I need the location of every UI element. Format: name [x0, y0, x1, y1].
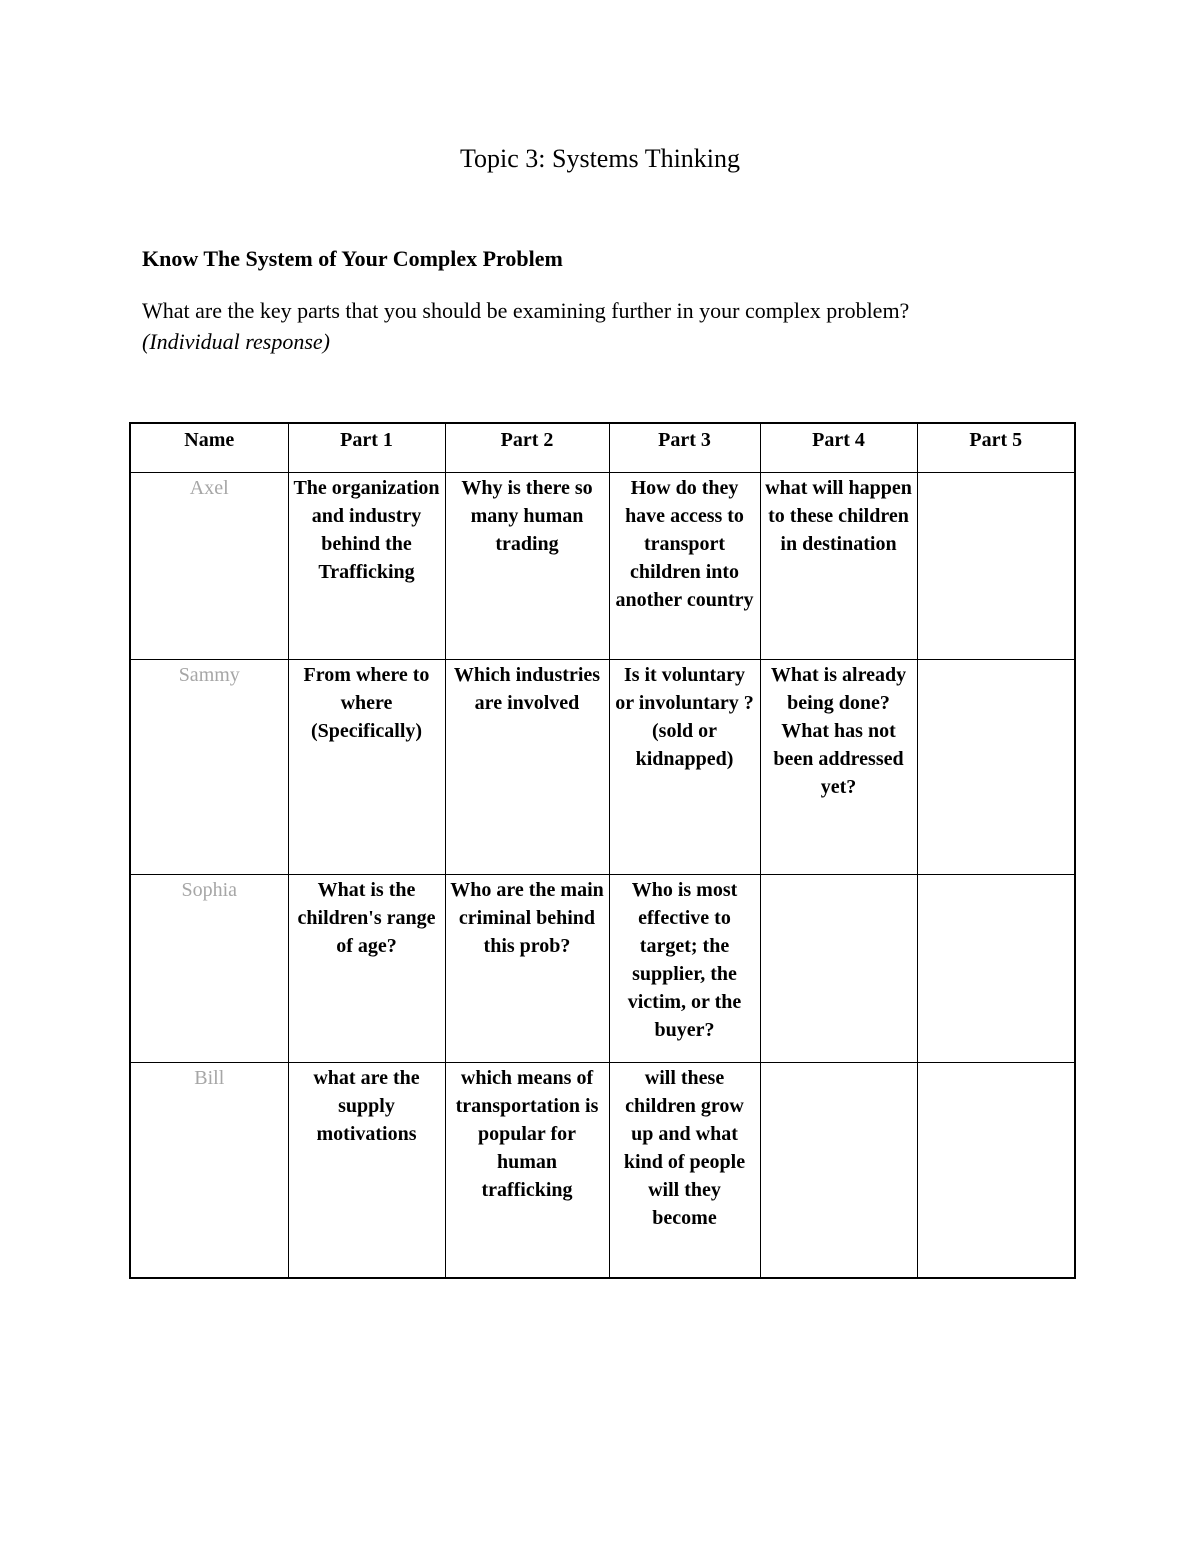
table-row [130, 875, 1075, 1063]
part-cell: What is already being done? What has not been addressed yet? [760, 660, 917, 875]
student-name-cell: Axel [130, 473, 288, 660]
part-cell: Which industries are involved [445, 660, 609, 875]
question-note: (Individual response) [142, 329, 330, 354]
part-cell: Who are the main criminal behind this prob? [445, 875, 609, 1063]
student-name-cell: Sophia [130, 875, 288, 1063]
part-cell: The organization and industry behind the Trafficking [288, 473, 445, 660]
table-header-row [130, 423, 1075, 473]
part-cell: Why is there so many human trading [445, 473, 609, 660]
table-row [130, 473, 1075, 660]
part-cell: will these children grow up and what kind of people will they become [609, 1063, 760, 1279]
question-text: What are the key parts that you should be examining further in your complex problem? [142, 298, 910, 323]
header-part-3: Part 3 [609, 423, 760, 473]
key-parts-table [129, 422, 1076, 1279]
section-heading: Know The System of Your Complex Problem [142, 246, 563, 271]
part-cell [917, 473, 1075, 660]
part-cell [760, 1063, 917, 1279]
part-cell: Is it voluntary or involuntary ? (sold or kidnapped) [609, 660, 760, 875]
header-part-4: Part 4 [760, 423, 917, 473]
part-cell: Who is most effective to target; the supplier, the victim, or the buyer? [609, 875, 760, 1063]
header-name: Name [130, 423, 288, 473]
part-cell [917, 1063, 1075, 1279]
part-cell: From where to where (Specifically) [288, 660, 445, 875]
part-cell: what will happen to these children in destination [760, 473, 917, 660]
student-name-cell: Bill [130, 1063, 288, 1279]
table-row [130, 660, 1075, 875]
header-part-2: Part 2 [445, 423, 609, 473]
header-part-5: Part 5 [917, 423, 1075, 473]
part-cell: what are the supply motivations [288, 1063, 445, 1279]
student-name-cell: Sammy [130, 660, 288, 875]
part-cell [760, 875, 917, 1063]
part-cell: How do they have access to transport children into another country [609, 473, 760, 660]
header-part-1: Part 1 [288, 423, 445, 473]
part-cell [917, 660, 1075, 875]
question-paragraph [142, 295, 1060, 357]
table-row [130, 1063, 1075, 1279]
part-cell: which means of transportation is popular for human trafficking [445, 1063, 609, 1279]
part-cell [917, 875, 1075, 1063]
page-title: Topic 3: Systems Thinking [459, 144, 741, 173]
part-cell: What is the children's range of age? [288, 875, 445, 1063]
